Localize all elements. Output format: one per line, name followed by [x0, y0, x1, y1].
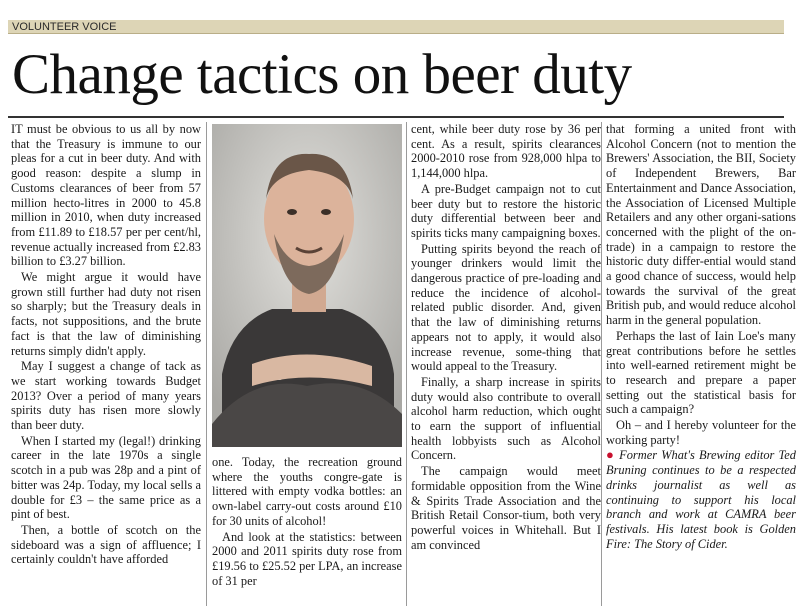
column-divider: [601, 122, 602, 606]
article-column-4: [606, 122, 796, 551]
paragraph: Putting spirits beyond the reach of younger drinkers would limit the dangerous practice of pre-loading and reduce the incidence of alcohol-related public disorder. And, given that the law of diminishing returns appears not to apply, it would also increase revenue, some-thing that would appeal to the Treasury.: [411, 241, 601, 374]
paragraph: We might argue it would have grown still further had duty not risen so sharply; but the Treasury deals in facts, not suppositions, and the brute fact is that the law of diminishing returns simply didn't apply.: [11, 270, 201, 358]
bullet-icon: ●: [606, 447, 615, 463]
author-portrait-image: [212, 124, 402, 447]
paragraph: May I suggest a change of tack as we start working towards Budget 2013? Over a period of many years spirits duty has risen more slowly than beer duty.: [11, 359, 201, 433]
paragraph: IT must be obvious to us all by now that the Treasury is immune to our pleas for a cut in beer duty. And with good reason: despite a slump in Customs clearances of beer from 57 million hecto-litres in 2000 to 45.8 million in 2010, when duty increased from £11.89 to £18.57 per per cent/hl, revenue actually increased from £2.83 billion to £3.27 billion.: [11, 122, 201, 269]
paragraph: one. Today, the recreation ground where the youths congre-gate is littered with empty vodka bottles: an own-label carry-out costs around £10 for 30 units of alcohol!: [212, 455, 402, 528]
article-column-2: [212, 455, 402, 588]
article-column-3: [411, 122, 601, 552]
paragraph: When I started my (legal!) drinking career in the late 1970s a single scotch in a pub was 28p and a pint of bitter was 24p. Today, my local sells a double for £3 – the same price as a pint of best.: [11, 433, 201, 522]
paragraph: And look at the statistics: between 2000 and 2011 spirits duty rose from £19.56 to £25.52 per LPA, an increase of 31 per: [212, 529, 402, 588]
paragraph: cent, while beer duty rose by 36 per cent. As a result, spirits clearances 2000-2010 rose from 928,000 hlpa to 1,144,000 hlpa.: [411, 122, 601, 181]
byline-text: Former What's Brewing editor Ted Bruning continues to be a respected drinks journalist as well as continuing to support his local branch and work at CAMRA beer festivals. His latest book is Golden Fire: The Story of Cider.: [606, 448, 796, 551]
paragraph: that forming a united front with Alcohol Concern (not to mention the Brewers' Association, the BII, Society of Independent Brewers, Bar Entertainment and Dance Association, the Association of Licensed Multiple Retailers and any other organi-sations concerned with the plight of the on-trade) in a campaign to restore the historic duty differ-ential would stand a good chance of success, would help towards the survival of the great British pub, and would reduce alcohol harm in the general population.: [606, 122, 796, 328]
author-photo: [212, 124, 402, 447]
column-divider: [406, 122, 407, 606]
paragraph: Perhaps the last of Iain Loe's many great contributions before he settles into well-earned retirement might be to research and prepare a paper setting out the statistical basis for such a campaign?: [606, 328, 796, 417]
paragraph: Then, a bottle of scotch on the sideboard was a sign of affluence; I certainly couldn't have afforded: [11, 522, 201, 567]
author-byline: [606, 448, 796, 551]
paragraph: A pre-Budget campaign not to cut beer duty but to restore the historic duty differential between beer and spirits ticks many campaigning boxes.: [411, 181, 601, 240]
column-divider: [206, 122, 207, 606]
paragraph: Oh – and I hereby volunteer for the working party!: [606, 418, 796, 447]
paragraph: Finally, a sharp increase in spirits duty would also contribute to overall alcohol harm reduction, which ought to earn the support of influential health lobbyists such as Alcohol Concern.: [411, 374, 601, 463]
section-label: VOLUNTEER VOICE: [8, 20, 784, 34]
headline-rule: [8, 116, 784, 118]
paragraph: The campaign would meet formidable opposition from the Wine & Spirits Trade Association and the British Retail Consor-tium, both very powerful voices in Whitehall. But I am convinced: [411, 464, 601, 552]
headline: Change tactics on beer duty: [12, 43, 632, 106]
article-column-1: [11, 122, 201, 567]
